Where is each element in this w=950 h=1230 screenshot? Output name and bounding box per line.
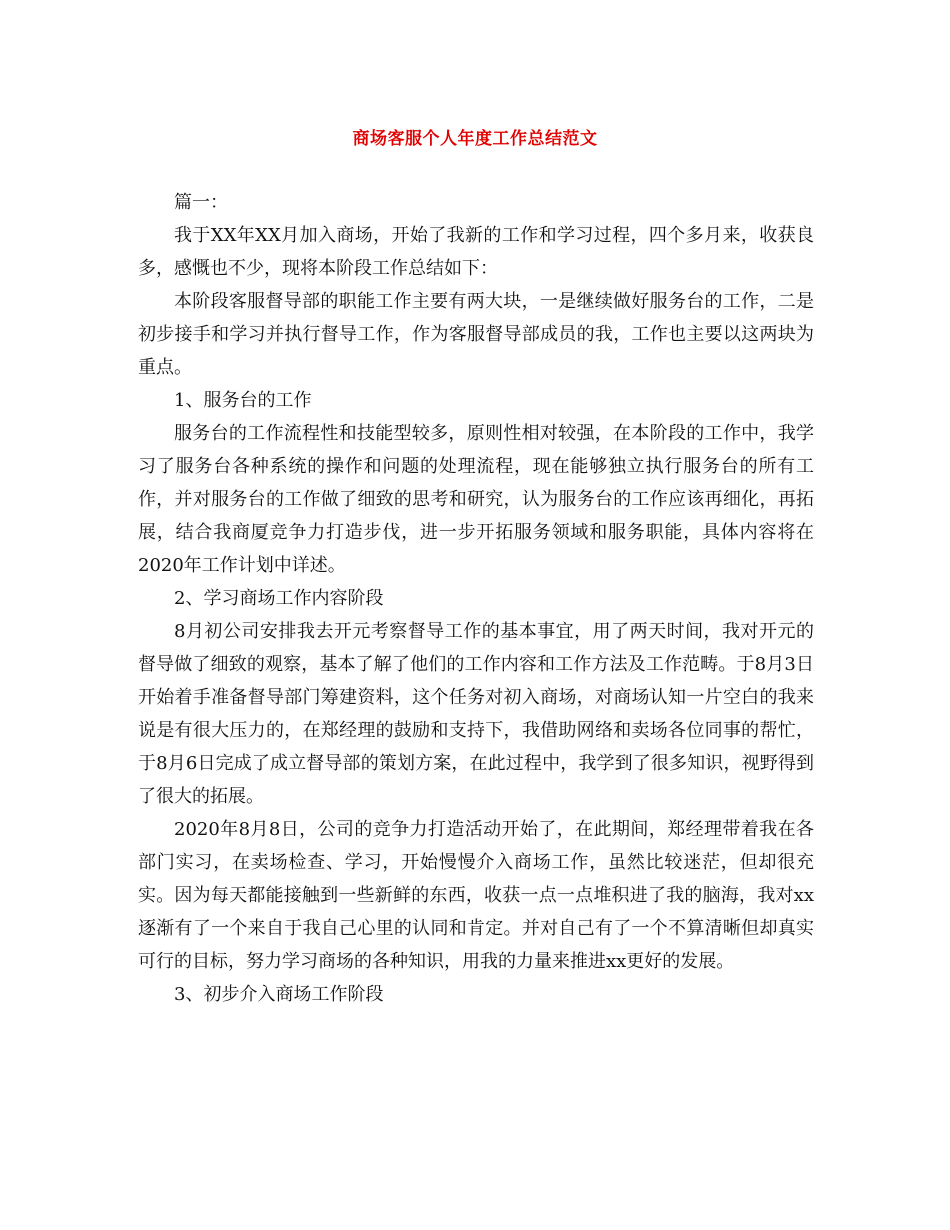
document-title: 商场客服个人年度工作总结范文	[352, 129, 598, 149]
heading-initial-involvement: 3、初步介入商场工作阶段	[174, 984, 384, 1005]
paragraph-intro: 我于XX年XX月加入商场，开始了我新的工作和学习过程，四个多月来，收获良多，感慨也不少，现将本阶段工作总结如下：	[138, 225, 814, 279]
paragraph-service-desk: 服务台的工作流程性和技能型较多，原则性相对较强，在本阶段的工作中，我学习了服务台各种系统的操作和问题的处理流程，现在能够独立执行服务台的所有工作，并对服务台的工作做了细致的思考和研究，认为服务台的工作应该再细化，再拓展，结合我商厦竞争力打造步伐，进一步开拓服务领域和服务职能，具体内容将在2020年工作计划中详述。	[138, 423, 814, 576]
paragraph-competitiveness: 2020年8月8日，公司的竞争力打造活动开始了，在此期间，郑经理带着我在各部门实习，在卖场检查、学习，开始慢慢介入商场工作，虽然比较迷茫，但却很充实。因为每天都能接触到一些新鲜的东西，收获一点一点堆积进了我的脑海，我对xx逐渐有了一个来自于我自己心里的认同和肯定。并对自己有了一个不算清晰但却真实可行的目标，努力学习商场的各种知识，用我的力量来推进xx更好的发展。	[138, 819, 814, 972]
paragraph-part-one: 篇一：	[174, 192, 228, 213]
document-body	[138, 186, 814, 1011]
paragraph-learning-stage: 8月初公司安排我去开元考察督导工作的基本事宜，用了两天时间，我对开元的督导做了细致的观察，基本了解了他们的工作内容和工作方法及工作范畴。于8月3日开始着手准备督导部门筹建资料，这个任务对初入商场，对商场认知一片空白的我来说是有很大压力的，在郑经理的鼓励和支持下，我借助网络和卖场各位同事的帮忙，于8月6日完成了成立督导部的策划方案，在此过程中，我学到了很多知识，视野得到了很大的拓展。	[138, 621, 814, 807]
heading-service-desk: 1、服务台的工作	[174, 390, 312, 411]
heading-learning-stage: 2、学习商场工作内容阶段	[174, 588, 384, 609]
paragraph-overview: 本阶段客服督导部的职能工作主要有两大块，一是继续做好服务台的工作，二是初步接手和学习并执行督导工作，作为客服督导部成员的我，工作也主要以这两块为重点。	[138, 291, 814, 378]
